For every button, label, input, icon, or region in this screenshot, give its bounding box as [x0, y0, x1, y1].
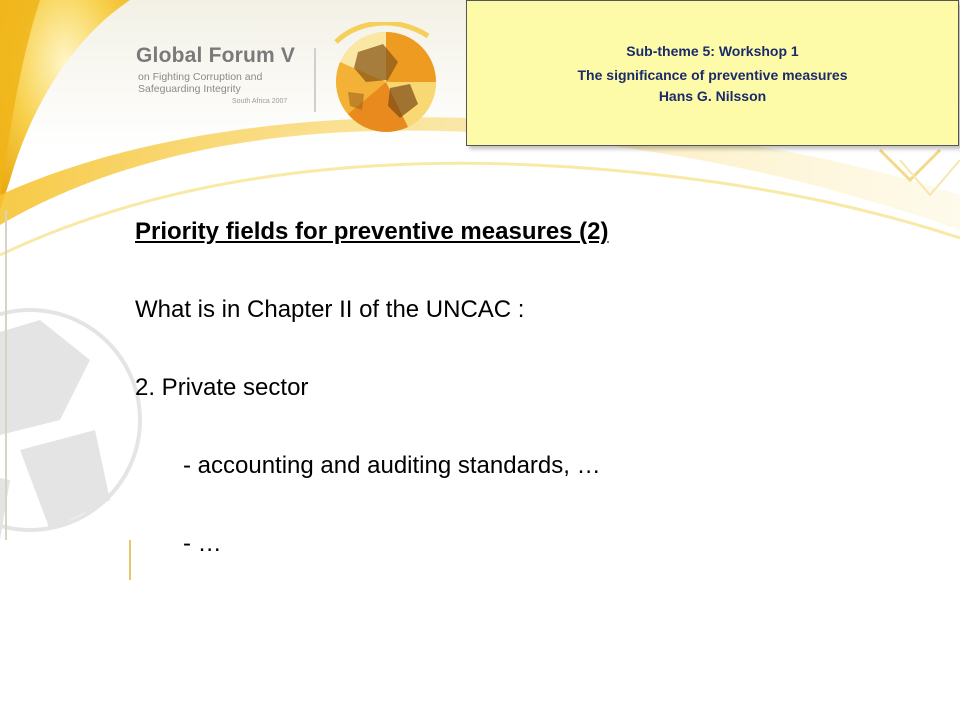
session-topic: The significance of preventive measures [577, 67, 848, 83]
session-subtheme: Sub-theme 5: Workshop 1 [626, 43, 799, 59]
logo-location: South Africa 2007 [232, 98, 288, 105]
event-logo [136, 40, 466, 120]
slide-heading: Priority fields for preventive measures (2) [135, 218, 609, 245]
logo-divider [314, 48, 316, 112]
bullet-ellipsis: - … [183, 530, 222, 557]
bullet-accounting-standards: - accounting and auditing standards, … [183, 452, 601, 479]
logo-tagline-line1: on Fighting Corruption and [138, 71, 263, 83]
globe-icon [328, 22, 438, 140]
session-speaker: Hans G. Nilsson [658, 88, 767, 104]
body-line-private-sector: 2. Private sector [135, 374, 309, 401]
body-line-chapter: What is in Chapter II of the UNCAC : [135, 296, 525, 323]
session-info-box [466, 0, 959, 146]
logo-title: Global Forum V [136, 44, 296, 67]
logo-tagline-line2: Safeguarding Integrity [138, 83, 241, 95]
